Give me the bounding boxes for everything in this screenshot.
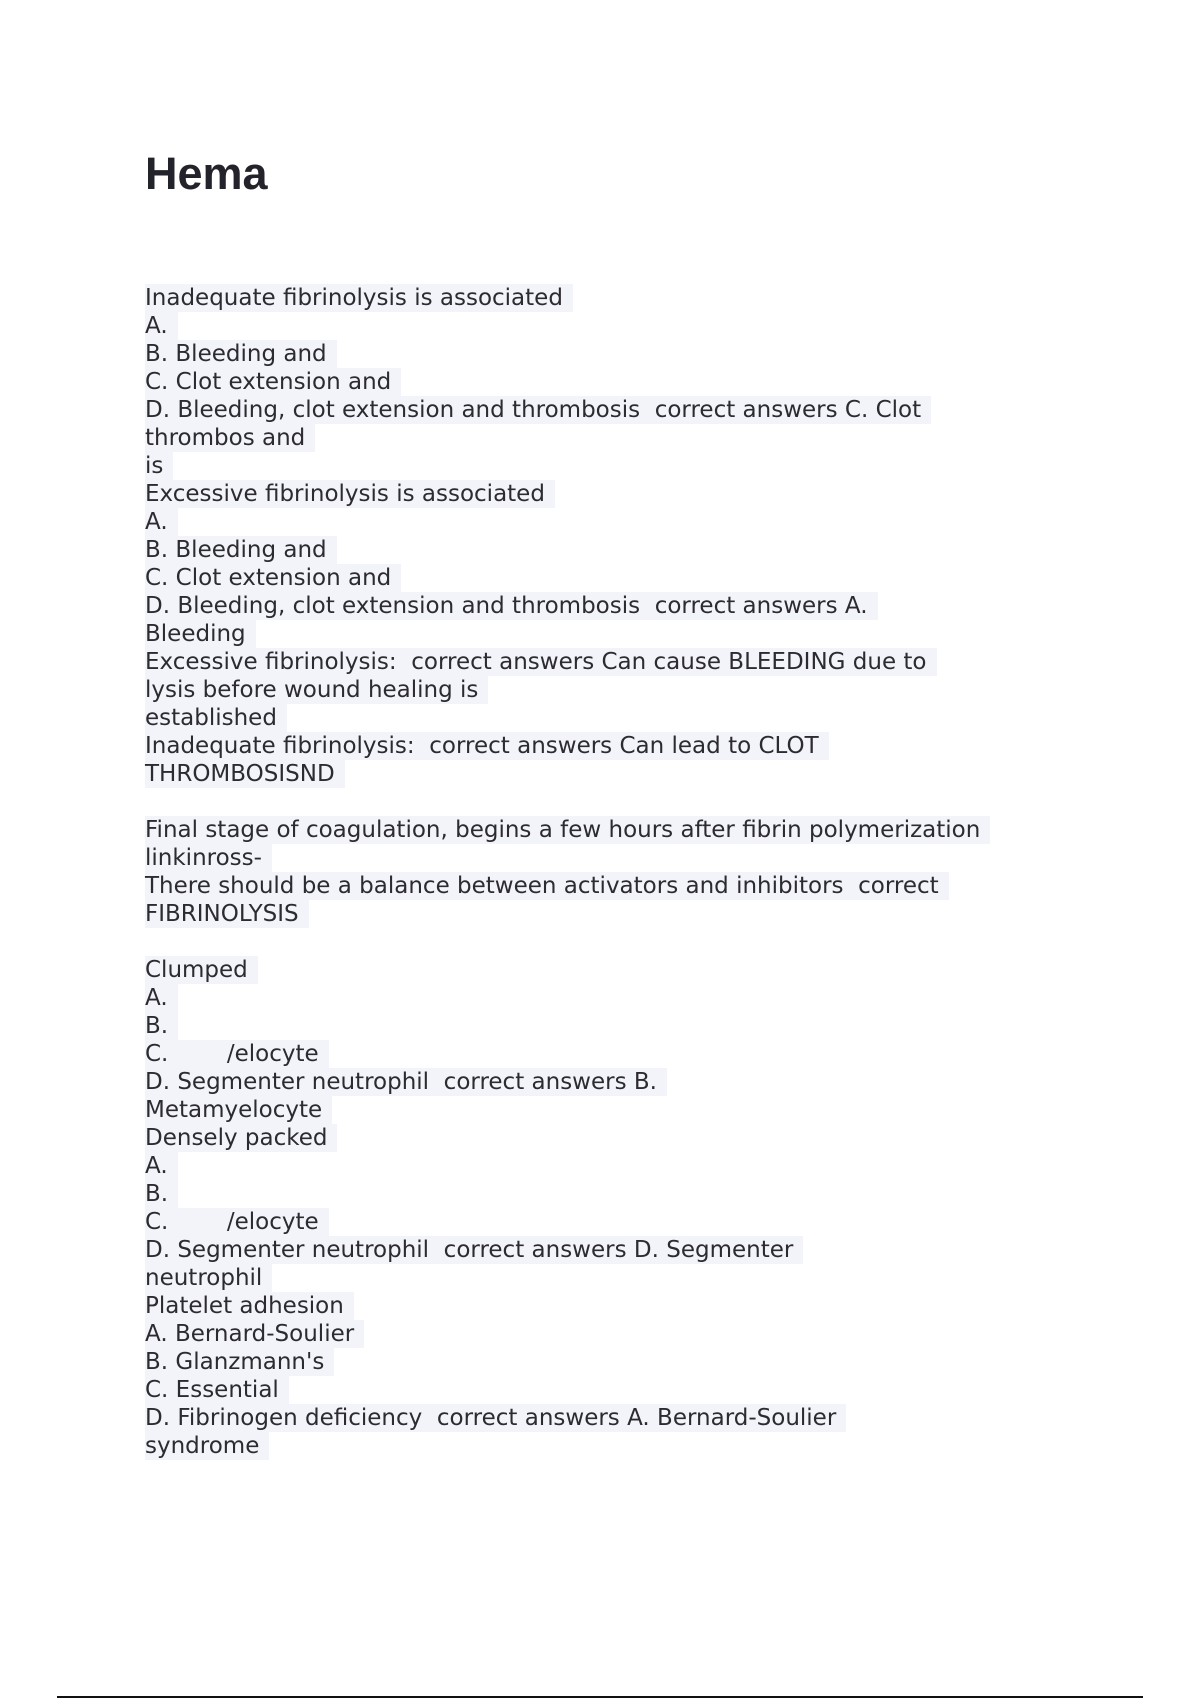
- text-line-content: Final stage of coagulation, begins a few hours after fibrin polymerization: [145, 816, 990, 844]
- text-line: [145, 676, 1065, 704]
- text-line-content: C. Clot extension and: [145, 564, 401, 592]
- text-line-content: C. /elocyte: [145, 1040, 329, 1068]
- footer-divider: [57, 1696, 1143, 1698]
- text-line-content: D. Segmenter neutrophil correct answers D. Segmenter: [145, 1236, 803, 1264]
- text-line: [145, 1376, 1065, 1404]
- text-line: [145, 704, 1065, 732]
- text-line: [145, 1264, 1065, 1292]
- text-line-content: Bleeding: [145, 620, 256, 648]
- text-line: [145, 1432, 1065, 1460]
- text-line-content: Clumped: [145, 956, 258, 984]
- text-line: [145, 1096, 1065, 1124]
- paragraph-gap: [145, 788, 1065, 816]
- text-line: [145, 536, 1065, 564]
- text-line-content: neutrophil: [145, 1264, 272, 1292]
- text-line: [145, 1152, 1065, 1180]
- text-line: [145, 480, 1065, 508]
- text-line-content: Platelet adhesion: [145, 1292, 354, 1320]
- text-line-content: Excessive fibrinolysis is associated: [145, 480, 555, 508]
- text-line: [145, 844, 1065, 872]
- text-line: [145, 760, 1065, 788]
- text-line: [145, 452, 1065, 480]
- text-line: [145, 396, 1065, 424]
- text-line-content: D. Bleeding, clot extension and thrombosis correct answers C. Clot: [145, 396, 931, 424]
- text-line: [145, 1236, 1065, 1264]
- text-line-content: A.: [145, 984, 178, 1012]
- text-line: [145, 732, 1065, 760]
- text-line-content: B.: [145, 1012, 178, 1040]
- text-line-content: established: [145, 704, 287, 732]
- text-line: [145, 620, 1065, 648]
- text-line: [145, 648, 1065, 676]
- text-line: [145, 1320, 1065, 1348]
- text-line: [145, 592, 1065, 620]
- text-line-content: B. Bleeding and: [145, 536, 337, 564]
- text-line: [145, 1068, 1065, 1096]
- text-line-content: is: [145, 452, 173, 480]
- text-line-content: THROMBOSISND: [145, 760, 345, 788]
- text-line-content: C. Clot extension and: [145, 368, 401, 396]
- text-line-content: B.: [145, 1180, 178, 1208]
- text-line-content: C. /elocyte: [145, 1208, 329, 1236]
- text-line-content: linkinross-: [145, 844, 272, 872]
- text-line: [145, 340, 1065, 368]
- text-line-content: A.: [145, 508, 178, 536]
- text-line-content: D. Segmenter neutrophil correct answers B.: [145, 1068, 667, 1096]
- text-line: [145, 1208, 1065, 1236]
- text-line: [145, 1348, 1065, 1376]
- text-line-content: FIBRINOLYSIS: [145, 900, 309, 928]
- document-body: [145, 284, 1065, 1460]
- text-line: [145, 1180, 1065, 1208]
- text-line: [145, 1012, 1065, 1040]
- text-line-content: A.: [145, 312, 178, 340]
- text-line-content: B. Bleeding and: [145, 340, 337, 368]
- text-line-content: There should be a balance between activators and inhibitors correct: [145, 872, 949, 900]
- document-title: Hema: [145, 148, 268, 199]
- text-line-content: lysis before wound healing is: [145, 676, 488, 704]
- text-line: [145, 984, 1065, 1012]
- text-line-content: Inadequate fibrinolysis is associated: [145, 284, 573, 312]
- text-line-content: syndrome: [145, 1432, 269, 1460]
- text-line: [145, 872, 1065, 900]
- text-line-content: D. Fibrinogen deficiency correct answers A. Bernard-Soulier: [145, 1404, 846, 1432]
- text-line: [145, 368, 1065, 396]
- text-line-content: A. Bernard-Soulier: [145, 1320, 364, 1348]
- text-line: [145, 312, 1065, 340]
- text-line-content: Metamyelocyte: [145, 1096, 332, 1124]
- text-line-content: Excessive fibrinolysis: correct answers Can cause BLEEDING due to: [145, 648, 937, 676]
- text-line: [145, 564, 1065, 592]
- text-line-content: thrombos and: [145, 424, 315, 452]
- text-line-content: Densely packed: [145, 1124, 337, 1152]
- text-line-content: Inadequate fibrinolysis: correct answers Can lead to CLOT: [145, 732, 829, 760]
- text-line: [145, 508, 1065, 536]
- text-line-content: B. Glanzmann's: [145, 1348, 334, 1376]
- text-line: [145, 284, 1065, 312]
- text-line-content: D. Bleeding, clot extension and thrombosis correct answers A.: [145, 592, 878, 620]
- text-line-content: C. Essential: [145, 1376, 289, 1404]
- text-line: [145, 1040, 1065, 1068]
- text-line: [145, 1292, 1065, 1320]
- text-line-content: A.: [145, 1152, 178, 1180]
- text-line: [145, 1124, 1065, 1152]
- text-line: [145, 424, 1065, 452]
- text-line: [145, 956, 1065, 984]
- paragraph-gap: [145, 928, 1065, 956]
- text-line: [145, 1404, 1065, 1432]
- text-line: [145, 900, 1065, 928]
- text-line: [145, 816, 1065, 844]
